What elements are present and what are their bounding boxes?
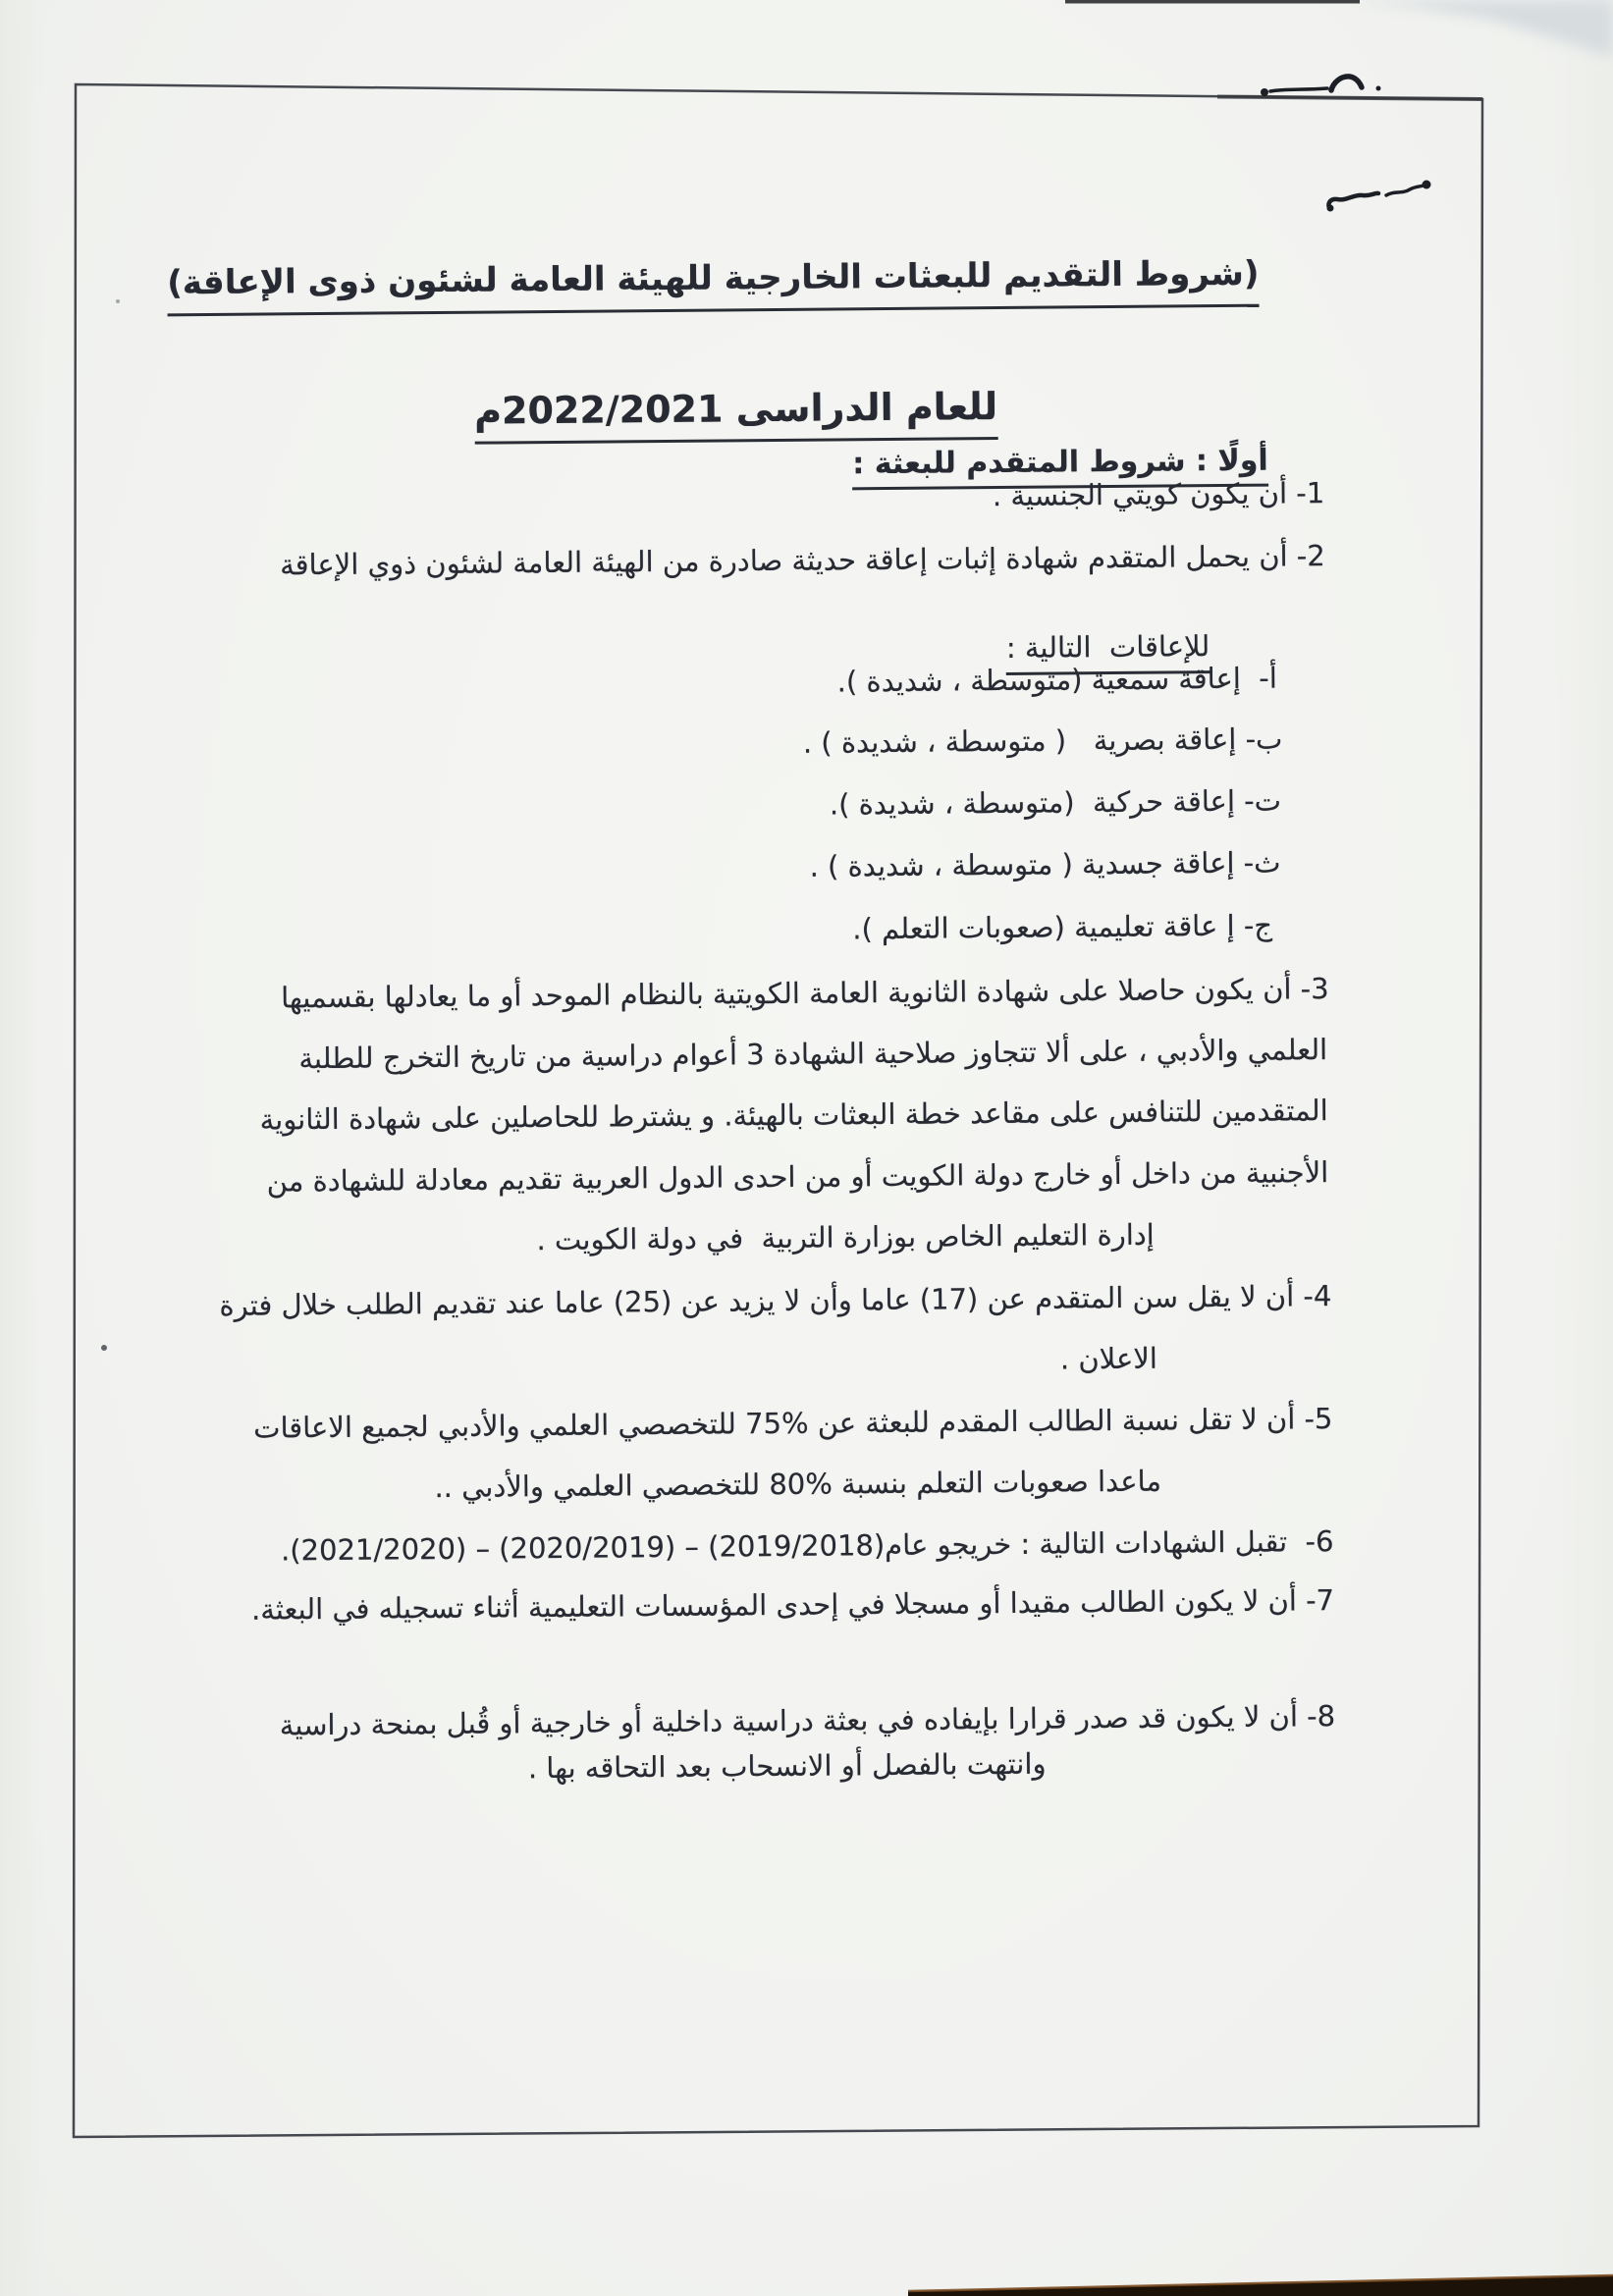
document-title-line1: [167, 213, 1323, 355]
pen-scribble-right-icon: [1327, 181, 1431, 212]
item-5-line-2: ماعدا صعوبات التعلم بنسبة %80 للتخصصي العلمي والأدبي ..: [434, 1464, 1162, 1505]
scan-corner-shade: [1343, 0, 1613, 57]
item-7: 7- أن لا يكون الطالب مقيدا أو مسجلا في إحدى المؤسسات التعليمية أثناء تسجيله في البعثة.: [250, 1583, 1335, 1627]
item-3-line-4: الأجنبية من داخل أو خارج دولة الكويت أو من احدى الدول العربية تقديم معادلة للشهادة من: [266, 1155, 1329, 1199]
paper-speck: [116, 299, 120, 303]
paper-speck: [101, 1345, 107, 1351]
item-1: 1- أن يكون كويتي الجنسية .: [992, 476, 1325, 513]
title-line1-text: (شروط التقديم للبعثات الخارجية للهيئة العامة لشئون ذوى الإعاقة): [167, 253, 1260, 315]
item-2-line-1: 2- أن يحمل المتقدم شهادة إثبات إعاقة حديثة صادرة من الهيئة العامة لشئون ذوي الإعاقة: [279, 539, 1325, 582]
item-5-line-1: 5- أن لا تقل نسبة الطالب المقدم للبعثة عن %75 للتخصصي العلمي والأدبي لجميع الاعاقات: [253, 1402, 1333, 1445]
item-4-line-1: 4- أن لا يقل سن المتقدم عن (17) عاما وأن لا يزيد عن (25) عاما عند تقديم الطلب خلال فترة: [219, 1279, 1332, 1322]
item-3-line-2: العلمي والأدبي ، على ألا تتجاوز صلاحية الشهادة 3 أعوام دراسية من تاريخ التخرج للطلبة: [298, 1033, 1328, 1076]
disability-item-b: ب- إعاقة بصرية ( متوسطة ، شديدة ) .: [802, 721, 1283, 760]
disabilities-heading-text: للإعاقات التالية :: [1006, 629, 1210, 675]
title-line2-text: للعام الدراسى 2022/2021م: [474, 385, 998, 445]
disability-item-t: ت- إعاقة حركية (متوسطة ، شديدة ).: [829, 783, 1282, 822]
disability-item-j: ج- إ عاقة تعليمية (صعوبات التعلم ).: [852, 908, 1273, 946]
item-6: 6- تقبل الشهادات التالية : خريجو عام(2019/2018) – (2020/2019) – (2021/2020).: [280, 1524, 1334, 1568]
section-heading-text: أولًا : شروط المتقدم للبعثة :: [852, 444, 1268, 491]
item-3-line-3: المتقدمين للتنافس على مقاعد خطة البعثات بالهيئة. و يشترط للحاصلين على شهادة الثانوية: [259, 1094, 1328, 1137]
item-8-line-1: 8- أن لا يكون قد صدر قرارا بإيفاده في بعثة دراسية داخلية أو خارجية أو قُبل بمنحة دراسية: [279, 1699, 1336, 1742]
item-3-line-5: إدارة التعليم الخاص بوزارة التربية في دولة الكويت .: [536, 1217, 1155, 1257]
document-content: [167, 0, 1340, 2296]
item-4-line-2: الاعلان .: [1059, 1341, 1158, 1376]
item-8-line-2: وانتهت بالفصل أو الانسحاب بعد التحاقه بها .: [527, 1746, 1047, 1786]
disability-item-th: ث- إعاقة جسدية ( متوسطة ، شديدة ) .: [809, 845, 1281, 883]
item-3-line-1: 3- أن يكون حاصلا على شهادة الثانوية العامة الكويتية بالنظام الموحد أو ما يعادلها بقسميها: [280, 972, 1329, 1015]
disability-item-a: أ- إعاقة سمعية (متوسطة ، شديدة ).: [836, 661, 1277, 699]
